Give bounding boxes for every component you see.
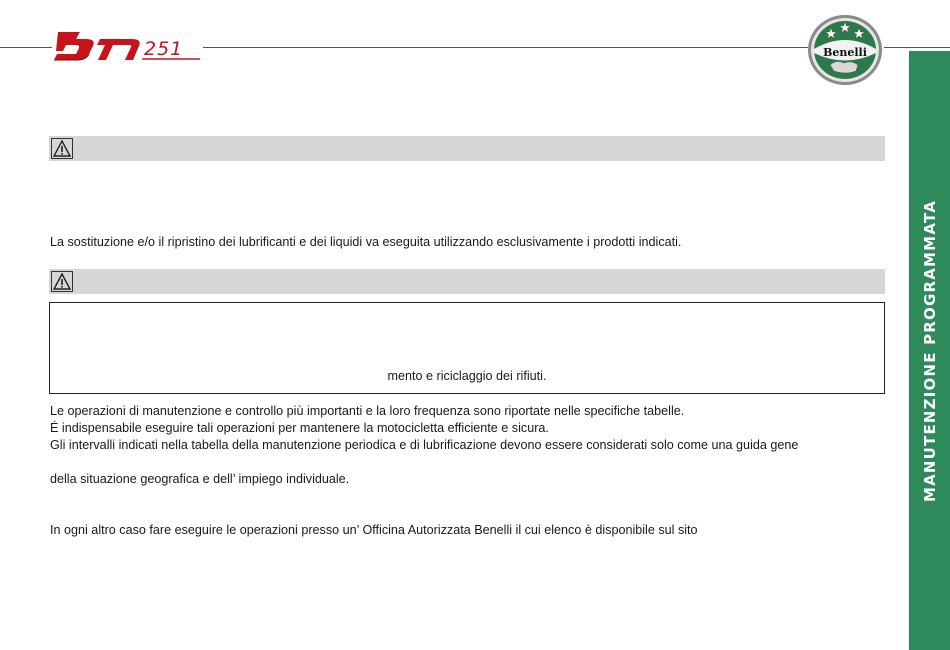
bn251-logo [50,30,210,64]
lubricants-note: La sostituzione e/o il ripristino dei lubrificanti e dei liquidi va eseguita utilizzando esclusivamente i prodotti indicati. [50,235,682,249]
header-rule-left [0,47,52,48]
paragraph: della situazione geografica e dell’ impiego individuale. [50,472,350,486]
svg-text:Benelli: Benelli [823,46,867,59]
warning-icon [51,271,73,292]
header-rule-middle [203,47,808,48]
section-sidebar [909,51,950,650]
warning-bar [49,269,885,294]
header-rule-right [884,47,950,48]
svg-text:251: 251 [144,38,184,60]
notice-text: mento e riciclaggio dei rifiuti. [387,369,547,383]
section-title: MANUTENZIONE PROGRAMMATA [920,199,939,502]
paragraph: Gli intervalli indicati nella tabella della manutenzione periodica e di lubrificazione devono essere considerati solo come una guida gene [50,438,799,452]
benelli-seal-logo [806,13,884,87]
warning-bar [49,136,885,161]
paragraph: É indispensabile eseguire tali operazioni per mantenere la motocicletta efficiente e sicura. [50,421,549,435]
paragraph: In ogni altro caso fare eseguire le operazioni presso un’ Officina Autorizzata Benelli il cui elenco è disponibile sul sito [50,523,698,537]
warning-icon [51,138,73,159]
environment-notice-box [49,302,885,394]
paragraph: Le operazioni di manutenzione e controllo più importanti e la loro frequenza sono riportate nelle specifiche tabelle. [50,404,685,418]
